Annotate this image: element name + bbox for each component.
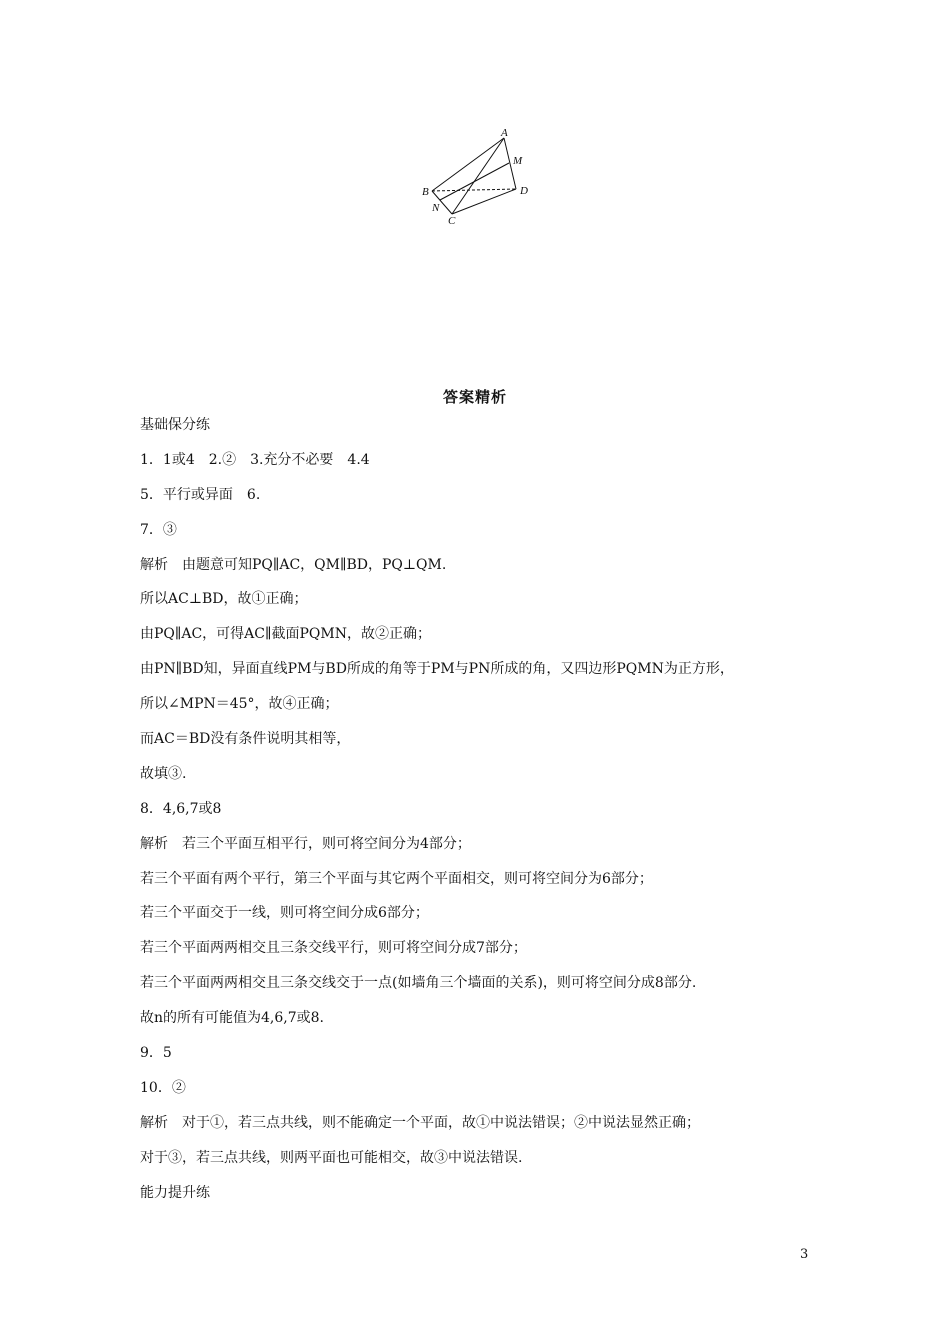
answer-line: 若三个平面两两相交且三条交线交于一点(如墙角三个墙面的关系)，则可将空间分成8部分. [140,975,697,992]
label-C: C [448,215,456,227]
answer-line: 解析 对于①，若三点共线，则不能确定一个平面，故①中说法错误；②中说法显然正确； [140,1114,700,1131]
edge-AB [432,138,504,191]
edge-CD [452,189,516,214]
answer-content [140,408,840,1210]
label-N: N [432,202,440,214]
tetrahedron-figure [415,125,535,230]
answer-line: 9．5 [140,1045,172,1062]
answer-line: 7．③ [140,521,177,538]
tetrahedron-diagram [415,125,535,230]
answer-line: 故填③. [140,765,187,782]
section-title: 能力提升练 [140,1184,210,1201]
answer-line: 若三个平面有两个平行，第三个平面与其它两个平面相交，则可将空间分为6部分； [140,870,653,887]
answer-line: 对于③，若三点共线，则两平面也可能相交，故③中说法错误. [140,1149,523,1166]
answer-line: 解析 若三个平面互相平行，则可将空间分为4部分； [140,835,471,852]
answer-line: 由PQ∥AC，可得AC∥截面PQMN，故②正确； [140,626,431,643]
answer-line: 5．平行或异面 6. [140,486,261,503]
edge-AC [452,138,504,214]
answer-line: 而AC＝BD没有条件说明其相等， [140,731,351,748]
answer-heading: 答案精析 [442,388,507,406]
answer-line: 解析 由题意可知PQ∥AC，QM∥BD，PQ⊥QM. [140,556,447,573]
answer-line: 1．1或4 2.② 3.充分不必要 4.4 [140,451,370,468]
answer-line: 8．4,6,7或8 [140,800,222,817]
label-M: M [513,155,523,167]
segment-MN [440,163,509,200]
answer-line: 所以∠MPN＝45°，故④正确； [140,696,339,713]
label-A: A [501,127,508,139]
edge-BD-hidden [432,189,516,191]
answer-line: 故n的所有可能值为4,6,7或8. [140,1010,324,1027]
label-D: D [520,185,528,197]
answer-line: 所以AC⊥BD，故①正确； [140,591,308,608]
answer-line: 若三个平面交于一线，则可将空间分成6部分； [140,905,429,922]
answer-line: 10．② [140,1079,186,1096]
label-B: B [422,186,429,198]
section-title: 基础保分练 [140,417,210,433]
answer-line: 若三个平面两两相交且三条交线平行，则可将空间分成7部分； [140,940,527,957]
answer-line: 由PN∥BD知，异面直线PM与BD所成的角等于PM与PN所成的角，又四边形PQMN为正方形， [140,661,734,678]
page-number: 3 [800,1247,809,1262]
